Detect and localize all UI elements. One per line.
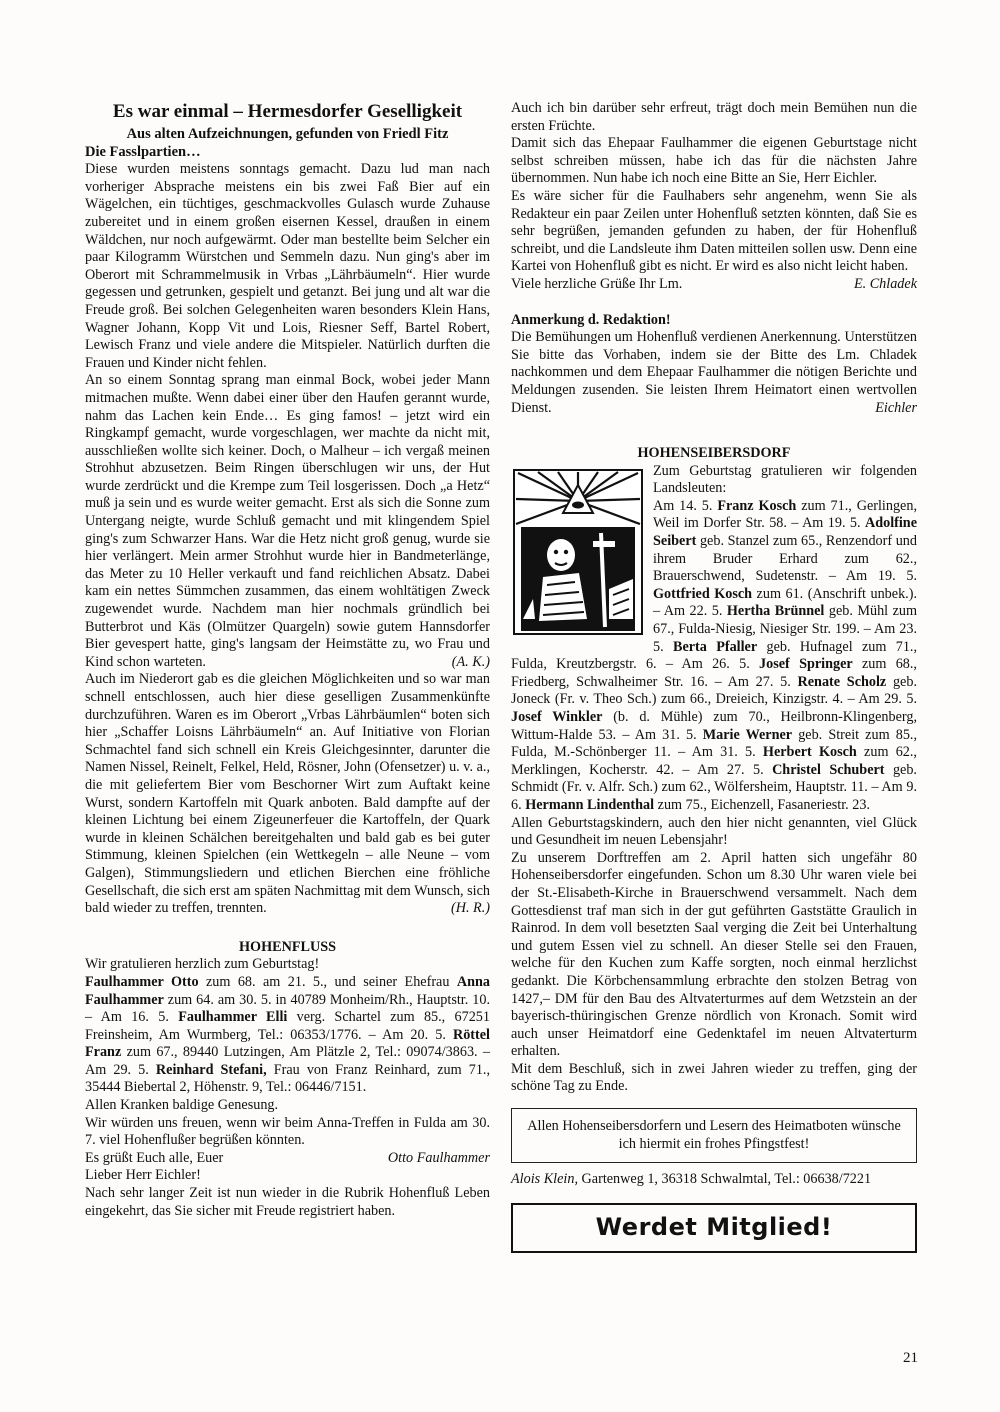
paragraph-3 bbox=[85, 671, 490, 917]
paragraph-2-signature: (A. K.) bbox=[451, 653, 490, 670]
dorftreffen-closing: Mit dem Beschluß, sich in zwei Jahren wieder zu treffen, ging der schöne Tag zu Ende. bbox=[511, 1060, 917, 1095]
text-4: geb. Mühl zum 67., Fulda-Niesig, Niesiger Str. 199. – Am 23. 5. bbox=[653, 603, 918, 655]
text-2: geb. Stanzel zum 65., Renzendorf und ihrem Bruder Erhard zum 62., Brauerschwend, Sudetenstr. – Am 19. 5. bbox=[653, 533, 917, 585]
text-6: zum 68., Friedberg, Schwalheimer Str. 16. – Am 27. 5. bbox=[511, 656, 917, 690]
name-hertha-bruennel: Hertha Brünnel bbox=[726, 603, 825, 620]
text-2: zum 64. am 30. 5. in 40789 Monheim/Rh., Hauptstr. 10. – Am 16. 5. bbox=[85, 991, 490, 1026]
text-9: geb. Streit zum 85., Fulda, M.-Schönberger 11. – Am 31. 5. bbox=[511, 726, 918, 761]
letter-signature: E. Chladek bbox=[853, 275, 917, 292]
text-8: (b. d. Mühle) zum 70., Heilbronn-Klingenberg, Wittum-Halde 53. – Am 31. 5. bbox=[511, 709, 917, 743]
pfingsten-greeting-box bbox=[511, 1108, 917, 1163]
name-marie-werner: Marie Werner bbox=[702, 726, 793, 743]
editor-note-title: Anmerkung d. Redaktion! bbox=[511, 311, 671, 328]
hohenfluss-fulda: Wir würden uns freuen, wenn wir beim Anna-Treffen in Fulda am 30. 7. viel Hohenflußer begrüßen könnten. bbox=[85, 1114, 490, 1149]
name-otto: Faulhammer Otto bbox=[85, 973, 199, 990]
text-3: verg. Schartel zum 85., 67251 Freinsheim, Am Wurmberg, Tel.: 06353/1776. – Am 20. 5. bbox=[85, 1009, 490, 1043]
author-name: Alois Klein, bbox=[511, 1171, 578, 1188]
section-title-hohenseibersdorf: HOHENSEIBERSDORF bbox=[637, 445, 791, 462]
text-11: geb. Schmidt (Fr. v. Alfr. Sch.) zum 62., Wölfersheim, Hauptstr. 11. – Am 9. 6. bbox=[511, 761, 917, 813]
hohenseibersdorf-wishes: Allen Geburtstagskindern, auch den hier nicht genannten, viel Glück und Gesundheit im neuen Lebensjahr! bbox=[511, 814, 917, 849]
hohenfluss-signoff bbox=[85, 1150, 490, 1168]
signoff-text: Es grüßt Euch alle, Euer bbox=[85, 1149, 224, 1166]
letter-salutation: Lieber Herr Eichler! bbox=[85, 1167, 201, 1184]
name-hermann-lindenthal: Hermann Lindenthal bbox=[525, 796, 655, 813]
letter-paragraph-2: Damit sich das Ehepaar Faulhammer die eigenen Geburtstage nicht selbst schreiben müssen, habe ich das für die nächsten Jahre übernommen. Nun habe ich noch eine Bitte an Sie, Herr Eichler. bbox=[511, 135, 917, 187]
paragraph-3-text: Auch im Niederort gab es die gleichen Möglichkeiten und so war man schnell entschlossen, auch hier diese geselligen Zusammenkünfte durchzuführen. Waren es im Oberort „Vrbas Lährbäumlen“ boten sich hier „Schaffer Loisns Lährbäumeln“ an. Auf Initiative von Florian Schmachtel fand sich schnell ein Kreis Gleichgesinnter, darunter die Namen Nissel, Reinelt, Felkel, Held, Rösner, John (Ofensetzer) u. v. a., die mit geliefertem Bier vom Beschorner Wirt zum Auftakt keine Wurst, sondern Kartoffeln mit Quark anboten. Bald dampfte auf der kleinen Lichtung bei einem Zigeunerfeuer die Kartoffeln, der Quark wurde in kleinen Schälchen bereitgehalten und bald gab es bei guter Stimmung, kleinen Spielchen (ein Wettkegeln – alle Neune – vom Galgen), Stimmungsliedern und etlichen Bierchen eine fröhliche Gesellschaft, die sich erst am späten Nachmittag mit dem Wunsch, sich bald wieder zu treffen, trennten. bbox=[85, 671, 490, 917]
letter-signoff-text: Viele herzliche Grüße Ihr Lm. bbox=[511, 275, 683, 292]
page-number: 21 bbox=[903, 1350, 918, 1366]
text-4: zum 67., 89440 Lutzingen, Am Plätzle 2, Tel.: 09074/3863. – Am 29. 5. bbox=[85, 1044, 490, 1078]
name-renate-scholz: Renate Scholz bbox=[797, 673, 887, 690]
name-christel-schubert: Christel Schubert bbox=[772, 761, 885, 778]
text-7: geb. Joneck (Fr. v. Theo Sch.) zum 66., Dreieich, Kinzigstr. 4. – Am 29. 5. bbox=[511, 673, 917, 708]
text-5: geb. Hufnagel zum 71., Fulda, Kreutzbergstr. 6. – Am 26. 5. bbox=[511, 638, 918, 673]
letter-paragraph: Nach sehr langer Zeit ist nun wieder in die Rubrik Hohenfluß Leben eingekehrt, das Sie sicher mit Freude registriert haben. bbox=[85, 1185, 490, 1219]
pfingsten-greeting-text: Allen Hohenseibersdorfern und Lesern des Heimatboten wünsche ich hiermit ein frohes Pfingstfest! bbox=[527, 1118, 901, 1152]
hohenfluss-greeting: Wir gratulieren herzlich zum Geburtstag! bbox=[85, 956, 320, 973]
name-josef-springer: Josef Springer bbox=[759, 656, 853, 673]
name-josef-winkler: Josef Winkler bbox=[511, 709, 603, 725]
hohenfluss-kranken: Allen Kranken baldige Genesung. bbox=[85, 1097, 279, 1114]
name-elli: Faulhammer Elli bbox=[178, 1009, 288, 1026]
letter-signoff bbox=[511, 276, 917, 294]
paragraph-2 bbox=[85, 372, 490, 671]
paragraph-1: Diese wurden meistens sonntags gemacht. Dazu lud man nach vorheriger Absprache meistens ein bis zwei Faß Bier auf ein Wägelchen, ein tüchtiges, geschmackvolles Gulasch wurde Zuhause zubereitet und in einem großen eisernen Kessel, draußen in einem Wäldchen, nur noch aufgewärmt. Oder man bestellte beim Selcher ein paar Kilogramm Würstchen und Semmeln dazu. Nun ging's aber im Oberort mit Schrammelmusik in Vrbas „Lährbäumeln“. Hier wurde gegessen und getrunken, gespielt und getanzt. Bei jung und alt war die Freude groß. Bei solchen Gelegenheiten waren besonders Klein Hans, Wagner Johann, Kopp Vit und Lois, Riesner Seff, Bartel Robert, Lewisch Franz und viele andere die Mitspieler. Natürlich durften die Frauen und Kinder nicht fehlen. bbox=[85, 161, 490, 371]
signoff-signature: Otto Faulhammer bbox=[387, 1149, 490, 1166]
text-5: Frau von Franz Reinhard, zum 71., 35444 Biebertal 2, Höhenstr. 9, Tel.: 06446/7151. bbox=[85, 1061, 491, 1096]
article-title: Es war einmal – Hermesdorfer Geselligkeit bbox=[112, 101, 463, 122]
letter-paragraph-1: Auch ich bin darüber sehr erfreut, trägt doch mein Bemühen nun die ersten Früchte. bbox=[511, 100, 917, 134]
name-franz-kosch: Franz Kosch bbox=[717, 497, 797, 514]
name-stefani: Reinhard Stefani, bbox=[155, 1061, 267, 1078]
text-3: zum 61. (Anschrift unbek.). – Am 22. 5. bbox=[653, 585, 917, 620]
hohenfluss-birthdays bbox=[85, 974, 490, 1097]
text-1: zum 68. am 21. 5., und seiner Ehefrau bbox=[198, 973, 457, 990]
section-heading-fasslpartien: Die Fasslpartien… bbox=[85, 143, 201, 160]
text-10: zum 62., Merklingen, Kocherstr. 42. – Am 27. 5. bbox=[511, 744, 917, 778]
name-gottfried-kosch: Gottfried Kosch bbox=[653, 585, 753, 602]
editor-note bbox=[511, 329, 917, 417]
membership-banner-text: Werdet Mitglied! bbox=[595, 1213, 833, 1242]
left-column bbox=[85, 100, 490, 1220]
name-roettel: Röttel Franz bbox=[85, 1026, 490, 1061]
spacer bbox=[85, 918, 490, 935]
paragraph-2-text: An so einem Sonntag sprang man einmal Bock, wobei jeder Mann mitmachen mußte. Wenn dabei einer über den Haufen gerannt wurde, nahm das Lachen kein Ende… Es ging famos! – jetzt wird ein Ringkampf gemacht, wurde vorgeschlagen, wer machte da nicht mit, ausschließen wollte sich keiner. Doch, o Malheur – ich vergaß meinen Strohhut abzusetzen. Beim Ringen überschlugen wir uns, der Hut wurde zerdrückt und die Krempe zum Teil losgerissen. Doch „a Hetz“ muß ja sein und es wurde weiter gemacht. Erst als sich die Sonne zum Untergang neigte, wurde Schluß gemacht und mit klingendem Spiel ging's zum Schwarzer Hans. War die Hetz nicht groß genug, wurde sie hier verlängert. Mein armer Strohhut wurde hier in Bandmeterlänge, das Meter zu 10 Heller verkauft und fand reichlichen Absatz. Dabei kam ein nettes Sümmchen zusammen, das einem wohltätigen Zweck zugewendet wurde. Nachdem man hier nochmals gründlich bei Butterbrot und Käs (Olmützer Quargeln) sowie gutem Hannsdorfer Bier gevespert hatte, ging's langsam der Heimstätte zu, wo Frau und Kind schon warteten. bbox=[85, 372, 490, 670]
hohenseibersdorf-block bbox=[511, 463, 917, 815]
editor-note-signature: Eichler bbox=[875, 399, 917, 416]
saint-woodcut-illustration bbox=[513, 469, 643, 635]
author-address-text: Gartenweg 1, 36318 Schwalmtal, Tel.: 06638/7221 bbox=[578, 1171, 872, 1188]
right-column bbox=[511, 100, 917, 1253]
hohenseibersdorf-intro: Zum Geburtstag gratulieren wir folgenden Landsleuten: bbox=[653, 462, 917, 497]
text-1: zum 71., Gerlingen, Weil im Dorfer Str. 58. – Am 19. 5. bbox=[653, 497, 917, 532]
author-address bbox=[511, 1171, 917, 1189]
name-berta-pfaller: Berta Pfaller bbox=[672, 638, 758, 655]
name-herbert-kosch: Herbert Kosch bbox=[762, 744, 857, 761]
text-0: Am 14. 5. bbox=[653, 497, 718, 514]
name-adolfine-seibert: Adolfine Seibert bbox=[653, 515, 917, 550]
editor-note-text: Die Bemühungen um Hohenfluß verdienen Anerkennung. Unterstützen Sie bitte das Vorhaben, indem sie der Bitte des Lm. Chladek nachkommen und dem Ehepaar Faulhammer die nötigen Berichte und Meldungen zusenden. Sie leisten Ihrem Heimatort einen wertvollen Dienst. bbox=[511, 329, 917, 416]
section-title-hohenfluss: HOHENFLUSS bbox=[239, 938, 336, 955]
dorftreffen-report: Zu unserem Dorftreffen am 2. April hatten sich ungefähr 80 Hohenseibersdorfer eingefunden. Schon um 8.30 Uhr waren viele bei der St.-Elisabeth-Kirche in Brauerschwend versammelt. Nach dem Gottesdienst traf man sich in der gut geführten Gaststätte Graulich in Rainrod. In dem voll besetzten Saal verging die Zeit bei Unterhaltung und gutem Essen viel zu schnell. An dieser Stelle sei den Frauen, welche für den Kuchen zum Kaffe sorgten, noch einmal herzlichst gedankt. Die Körbchensammlung erbrachte den stolzen Betrag von 1427,– DM für den Bau des Altvaterturmes auf dem Wetzstein an der bayerisch-thüringischen Grenze nördlich von Kronach. Somit wird auch unser Heimatdorf eine Gedenktafel im neuen Altvaterturm erhalten. bbox=[511, 849, 917, 1060]
letter-paragraph-3: Es wäre sicher für die Faulhabers sehr angenehm, wenn Sie als Redakteur ein paar Zeilen unter Hohenfluß setzten könnten, daß Sie es sehr begrüßen, jemanden gefunden zu haben, der für Hohenfluß schreibt, und die Landsleute ihm Daten mitteilen sollen usw. Denn eine Kartei von Hohenfluß gibt es nicht. Er wird es also nicht leicht haben. bbox=[511, 187, 917, 275]
text-12: zum 75., Eichenzell, Fasaneriestr. 23. bbox=[654, 796, 870, 813]
name-anna: Anna Faulhammer bbox=[85, 973, 490, 1008]
membership-banner bbox=[511, 1203, 917, 1253]
paragraph-3-signature: (H. R.) bbox=[450, 900, 490, 917]
article-subtitle: Aus alten Aufzeichnungen, gefunden von Friedl Fitz bbox=[126, 126, 449, 142]
